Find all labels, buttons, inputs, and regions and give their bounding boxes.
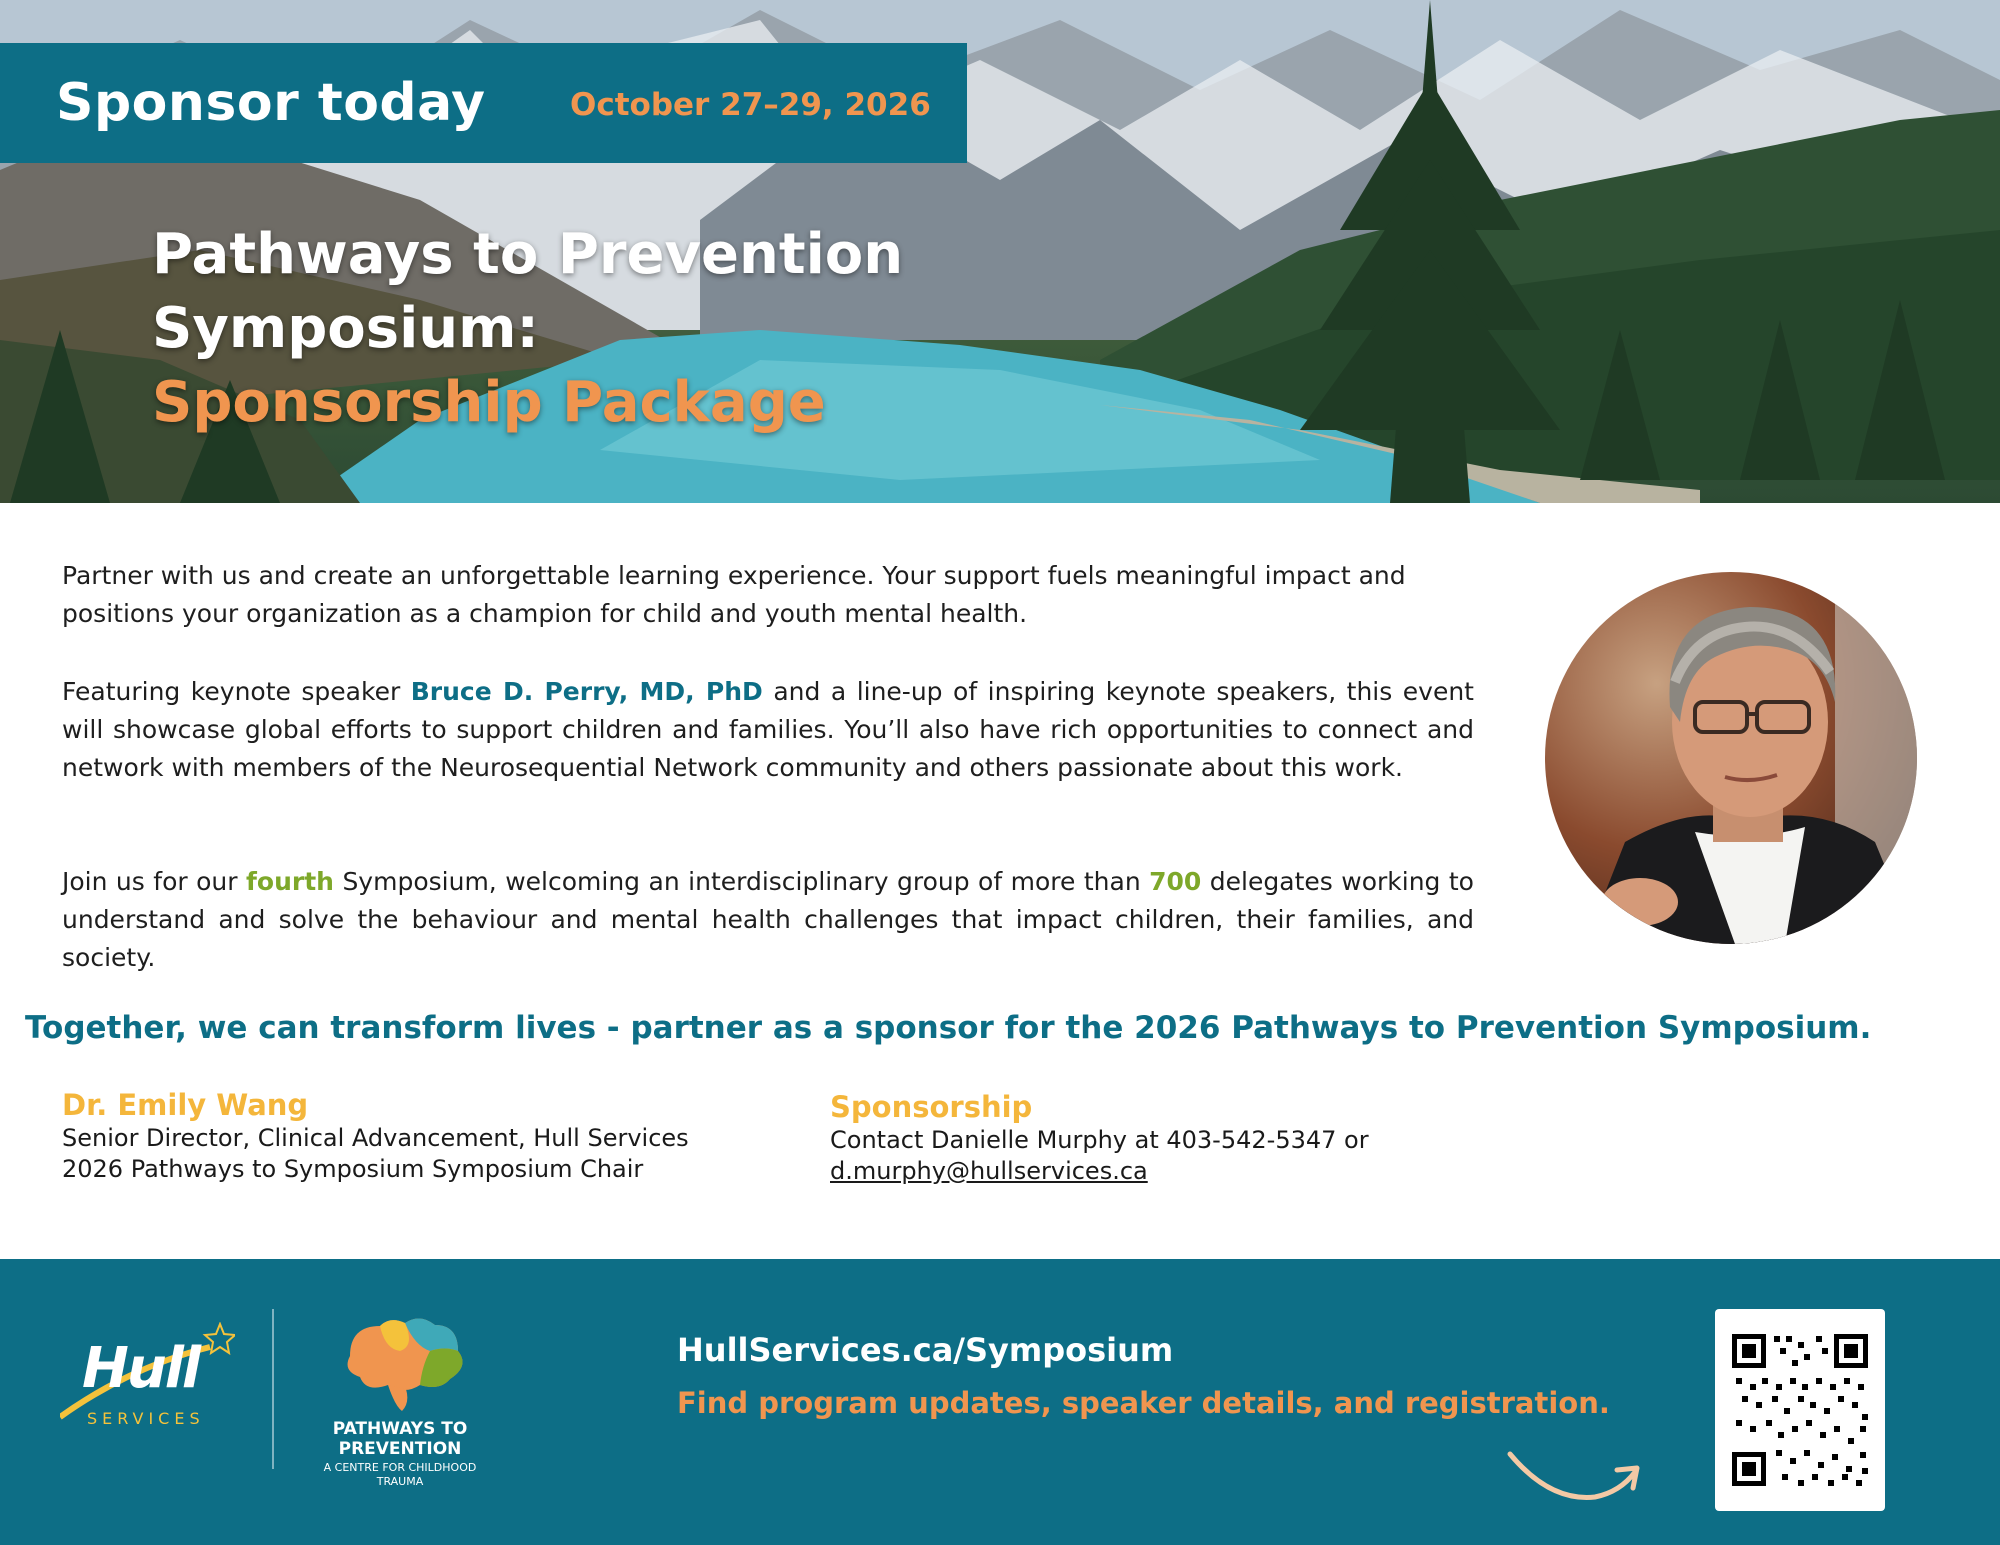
ptp-subtitle: A CENTRE FOR CHILDHOOD TRAUMA xyxy=(323,1461,477,1488)
speaker-photo xyxy=(1545,572,1917,944)
banner-title: Sponsor today xyxy=(56,73,486,133)
speaker-portrait xyxy=(1545,572,1917,944)
logo-divider xyxy=(272,1309,274,1469)
sponsorship-contact xyxy=(830,1092,1369,1187)
partner-callout: Together, we can transform lives - partner as a sponsor for the 2026 Pathways to Prevention Symposium. xyxy=(25,1010,1872,1046)
symposium-text-middle: Symposium, welcoming an interdisciplinary group of more than xyxy=(333,867,1150,896)
sponsorship-heading: Sponsorship xyxy=(830,1090,1033,1124)
chair-role: Senior Director, Clinical Advancement, Hull Services xyxy=(62,1124,689,1152)
event-date: October 27–29, 2026 xyxy=(570,87,931,123)
symposium-text-after: delegates working to understand and solve the behaviour and mental health challenges that impact children, their families, and society. xyxy=(62,867,1474,972)
keynote-speaker-name: Bruce D. Perry, MD, PhD xyxy=(410,677,763,706)
sponsorship-email-link[interactable]: d.murphy@hullservices.ca xyxy=(830,1157,1148,1185)
title-line-1: Pathways to Prevention xyxy=(152,222,904,287)
qr-code-icon xyxy=(1715,1309,1885,1511)
qr-code[interactable] xyxy=(1715,1309,1885,1511)
sponsorship-contact-line: Contact Danielle Murphy at 403-542-5347 or xyxy=(830,1126,1369,1154)
brain-icon xyxy=(310,1311,490,1416)
title-line-2: Symposium: xyxy=(152,296,539,361)
hull-services-logo xyxy=(60,1322,235,1437)
title-line-3: Sponsorship Package xyxy=(152,370,826,435)
keynote-text-before: Featuring keynote speaker xyxy=(62,677,411,706)
symposium-paragraph xyxy=(62,863,1474,977)
symposium-url-link[interactable]: HullServices.ca/Symposium xyxy=(677,1331,1174,1369)
delegate-count: 700 xyxy=(1149,867,1202,896)
chair-title: 2026 Pathways to Symposium Symposium Chair xyxy=(62,1155,644,1183)
hull-wordmark: Hull xyxy=(82,1336,200,1401)
footer-tagline: Find program updates, speaker details, and registration. xyxy=(677,1386,1610,1420)
footer xyxy=(0,1259,2000,1545)
chair-name: Dr. Emily Wang xyxy=(62,1088,309,1122)
hull-subtitle: SERVICES xyxy=(87,1409,205,1428)
sponsor-banner xyxy=(0,43,967,163)
intro-paragraph: Partner with us and create an unforgettable learning experience. Your support fuels meaningful impact and positions your organization as a champion for child and youth mental health. xyxy=(62,561,1406,628)
symposium-text-before: Join us for our xyxy=(62,867,247,896)
chair-contact xyxy=(62,1090,689,1185)
pathways-to-prevention-logo xyxy=(310,1311,490,1491)
keynote-paragraph xyxy=(62,673,1474,787)
keynote-text-after: and a line-up of inspiring keynote speakers, this event will showcase global efforts to support children and families. You’ll also have rich opportunities to connect and network with members of the Neurosequential Network community and others passionate about this work. xyxy=(62,677,1474,782)
page-title xyxy=(152,218,903,440)
ptp-wordmark: PATHWAYS TO PREVENTION xyxy=(332,1419,468,1459)
symposium-ordinal: fourth xyxy=(246,867,334,896)
curved-arrow-icon xyxy=(1505,1442,1645,1512)
hero-banner-image xyxy=(0,0,2000,503)
